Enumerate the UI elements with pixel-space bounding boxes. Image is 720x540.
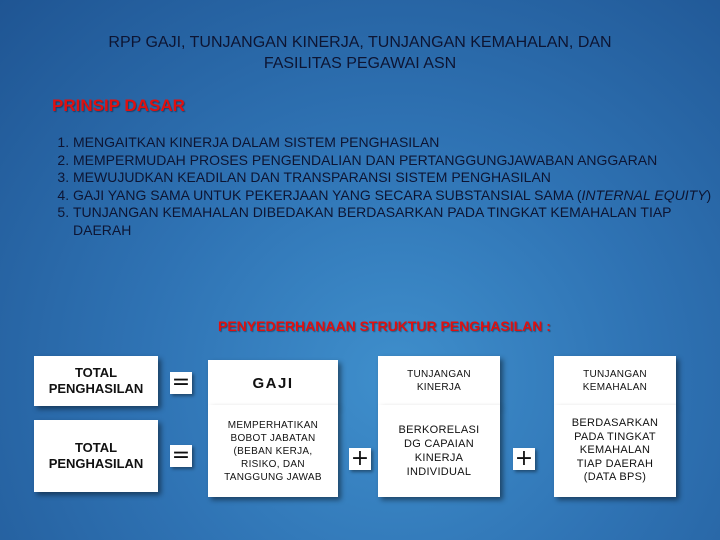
total-penghasilan-box-1	[34, 356, 158, 406]
box-text: TUNJANGAN	[583, 369, 647, 380]
kinerja-description-box	[378, 405, 500, 497]
list-item-text: )	[706, 186, 712, 203]
page-title	[20, 32, 700, 74]
kemahalan-description-box	[554, 405, 676, 497]
list-item	[73, 204, 713, 239]
box-text: (DATA BPS)	[583, 471, 647, 484]
prinsip-dasar-heading: PRINSIP DASAR	[52, 96, 185, 115]
box-text: TUNJANGAN	[407, 369, 471, 380]
box-text: RISIKO, DAN	[241, 458, 305, 470]
box-text: (BEBAN KERJA,	[233, 445, 313, 457]
list-item-italic-term: INTERNAL EQUITY	[581, 186, 707, 203]
list-item	[73, 169, 713, 187]
box-text: PENGHASILAN	[48, 381, 144, 396]
box-text: KINERJA	[416, 382, 462, 393]
box-text: INDIVIDUAL	[406, 466, 472, 478]
box-text: GAJI	[252, 374, 294, 392]
struktur-heading: PENYEDERHANAAN STRUKTUR PENGHASILAN :	[218, 318, 551, 334]
box-text: BERKORELASI	[398, 424, 480, 436]
box-text: PADA TINGKAT	[574, 430, 656, 443]
equals-sign-1: =	[171, 370, 191, 395]
gaji-description-box	[208, 405, 338, 497]
box-text: TOTAL	[74, 440, 118, 455]
box-text: BERDASARKAN	[571, 417, 659, 430]
box-text: MEMPERHATIKAN	[227, 419, 319, 431]
box-text: BOBOT JABATAN	[230, 432, 316, 444]
plus-sign-1: +	[350, 446, 370, 471]
box-text: DG CAPAIAN	[403, 438, 474, 450]
list-item-text: MEMPERMUDAH PROSES PENGENDALIAN DAN PERTANGGUNGJAWABAN ANGGARAN	[73, 151, 658, 168]
list-item	[73, 187, 713, 205]
gaji-box	[208, 360, 338, 406]
prinsip-list	[50, 134, 713, 240]
box-text: PENGHASILAN	[48, 456, 144, 471]
equals-sign-2: =	[171, 443, 191, 468]
title-line-2: FASILITAS PEGAWAI ASN	[263, 55, 457, 72]
plus-sign-2: +	[514, 446, 534, 471]
tunjangan-kinerja-box	[378, 356, 500, 406]
list-item-text: GAJI YANG SAMA UNTUK PEKERJAAN YANG SECARA SUBSTANSIAL SAMA (	[73, 186, 582, 203]
box-text: KEMAHALAN	[582, 382, 648, 393]
title-line-1: RPP GAJI, TUNJANGAN KINERJA, TUNJANGAN KEMAHALAN, DAN	[108, 34, 612, 51]
box-text: TOTAL	[74, 365, 118, 380]
list-item-text: TUNJANGAN KEMAHALAN DIBEDAKAN BERDASARKAN PADA TINGKAT KEMAHALAN TIAP DAERAH	[73, 204, 672, 238]
list-item-text: MEWUJUDKAN KEADILAN DAN TRANSPARANSI SISTEM PENGHASILAN	[73, 169, 551, 186]
box-text: TANGGUNG JAWAB	[224, 471, 322, 483]
box-text: TIAP DAERAH	[576, 457, 654, 470]
box-text: KINERJA	[414, 452, 464, 464]
total-penghasilan-box-2	[34, 420, 158, 492]
box-text: KEMAHALAN	[579, 444, 651, 457]
list-item	[73, 152, 713, 170]
list-item-text: MENGAITKAN KINERJA DALAM SISTEM PENGHASILAN	[73, 134, 440, 150]
tunjangan-kemahalan-box	[554, 356, 676, 406]
list-item	[73, 134, 713, 152]
